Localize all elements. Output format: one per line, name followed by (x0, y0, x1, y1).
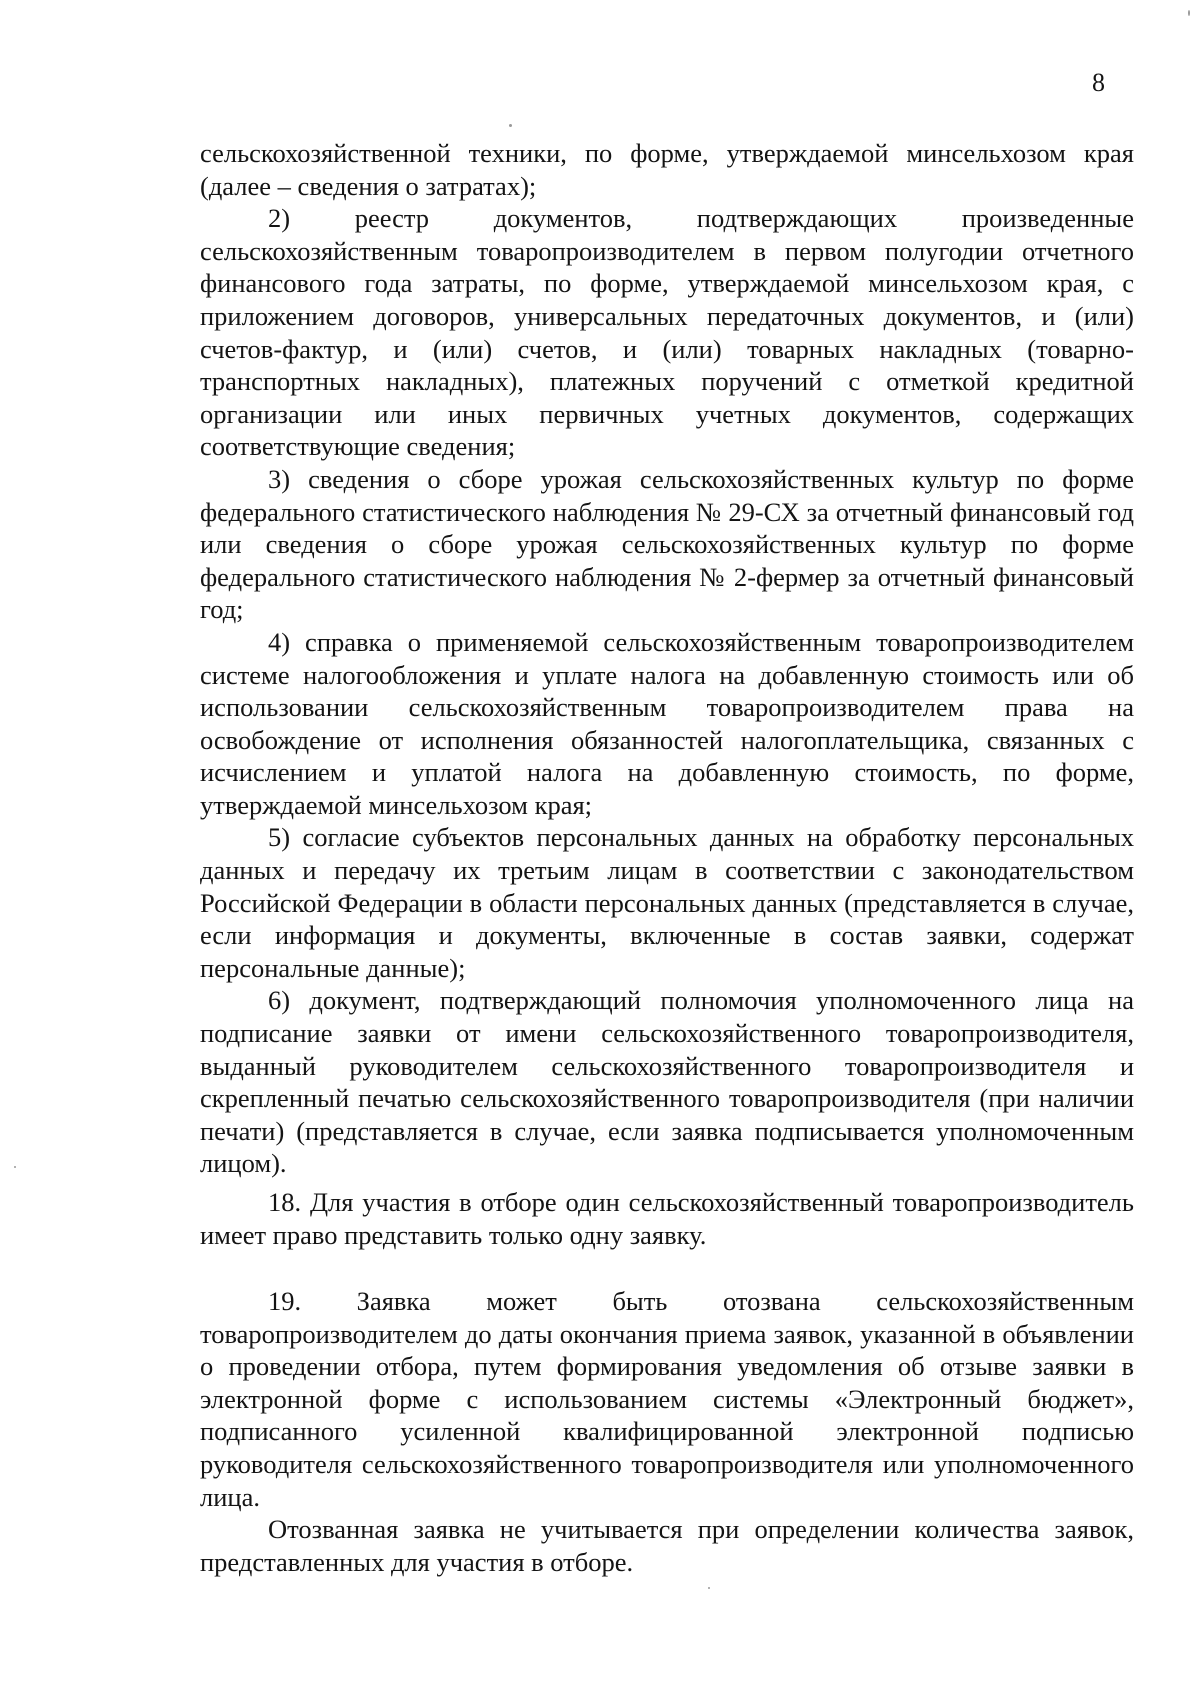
list-item-6: 6) документ, подтверждающий полномочия уполномоченного лица на подписание заявки от имени сельскохозяйственного товаропроизводителя, выданный руководителем сельскохозяйственного товаропроизводителя и скрепленный печатью сельскохозяйственного товаропроизводителя (при наличии печати) (представляется в случае, если заявка подписывается уполномоченным лицом). (200, 985, 1134, 1179)
list-item-4: 4) справка о применяемой сельскохозяйственным товаропроизводителем системе налогообложения и уплате налога на добавленную стоимость или об использовании сельскохозяйственным товаропроизводителем права на освобождение от исполнения обязанностей налогоплательщика, связанных с исчислением и уплатой налога на добавленную стоимость, по форме, утверждаемой минсельхозом края; (200, 626, 1134, 820)
scan-speck (14, 1166, 16, 1168)
clause-19 (200, 1285, 1134, 1578)
paragraph-continuation: сельскохозяйственной техники, по форме, утверждаемой минсельхозом края (далее – сведения о затратах); (200, 138, 1134, 201)
paragraph-19-note: Отозванная заявка не учитывается при определении количества заявок, представленных для участия в отборе. (200, 1514, 1134, 1577)
document-body-list (200, 137, 1134, 1180)
list-item-2: 2) реестр документов, подтверждающих произведенные сельскохозяйственным товаропроизводителем в первом полугодии отчетного финансового года затраты, по форме, утверждаемой минсельхозом края, с приложением договоров, универсальных передаточных документов, и (или) счетов-фактур, и (или) счетов, и (или) товарных накладных (товарно-транспортных накладных), платежных поручений с отметкой кредитной организации или иных первичных учетных документов, содержащих соответствующие сведения; (200, 203, 1134, 462)
list-item-3: 3) сведения о сборе урожая сельскохозяйственных культур по форме федерального статистического наблюдения № 29-СХ за отчетный финансовый год или сведения о сборе урожая сельскохозяйственных культур по форме федерального статистического наблюдения № 2-фермер за отчетный финансовый год; (200, 463, 1134, 625)
list-item-5: 5) согласие субъектов персональных данных на обработку персональных данных и передачу их третьим лицам в соответствии с законодательством Российской Федерации в области персональных данных (представляется в случае, если информация и документы, включенные в состав заявки, содержат персональные данные); (200, 822, 1134, 983)
clause-18 (200, 1186, 1134, 1251)
scan-speck (708, 1587, 710, 1589)
paragraph-18: 18. Для участия в отборе один сельскохозяйственный товаропроизводитель имеет право представить только одну заявку. (200, 1187, 1134, 1250)
page-number: 8 (1092, 68, 1105, 97)
paragraph-19: 19. Заявка может быть отозвана сельскохозяйственным товаропроизводителем до даты окончания приема заявок, указанной в объявлении о проведении отбора, путем формирования уведомления об отзыве заявки в электронной форме с использованием системы «Электронный бюджет», подписанного усиленной квалифицированной электронной подписью руководителя сельскохозяйственного товаропроизводителя или уполномоченного лица. (200, 1286, 1134, 1512)
scan-speck (1188, 10, 1190, 16)
scan-speck (509, 124, 512, 127)
